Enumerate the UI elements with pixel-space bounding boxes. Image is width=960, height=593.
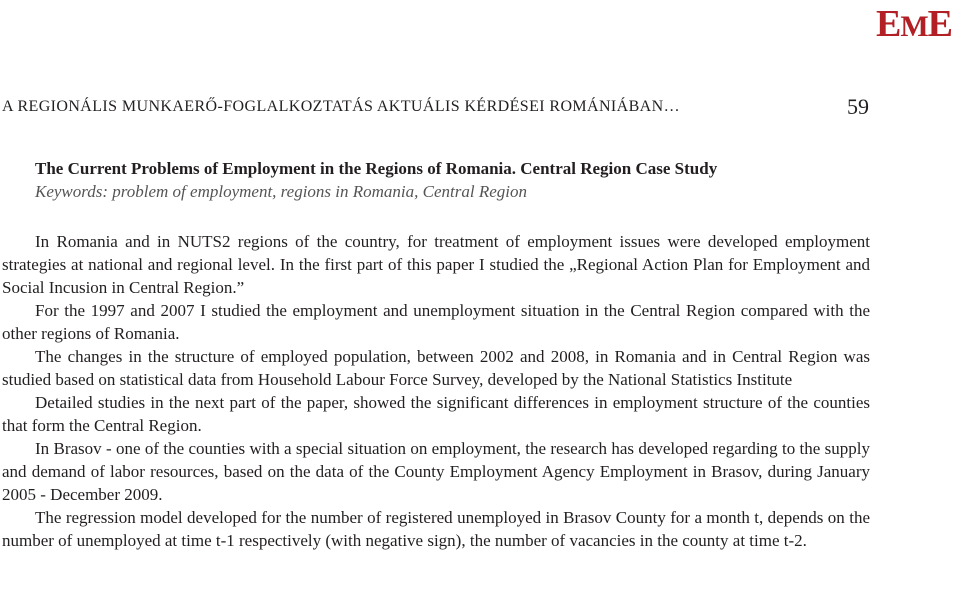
journal-logo: EME <box>875 3 952 45</box>
paragraph: In Romania and in NUTS2 regions of the country, for treatment of employment issues were developed employment strategies at national and regional level. In the first part of this paper I studied the „Regional Action Plan for Employment and Social Incusion in Central Region.” <box>2 232 870 297</box>
paragraph: The changes in the structure of employed population, between 2002 and 2008, in Romania and in Central Region was studied based on statistical data from Household Labour Force Survey, developed by the National Statistics Institute <box>2 347 870 389</box>
abstract-title: The Current Problems of Employment in the Regions of Romania. Central Region Case Study <box>35 159 718 178</box>
abstract-body <box>2 230 870 552</box>
page-number: 59 <box>847 94 869 119</box>
paragraph: In Brasov - one of the counties with a special situation on employment, the research has developed regarding to the supply and demand of labor resources, based on the data of the County Employment Agency Employment in Brasov, during January 2005 - December 2009. <box>2 439 870 504</box>
paragraph: Detailed studies in the next part of the paper, showed the significant differences in employment structure of the counties that form the Central Region. <box>2 393 870 435</box>
paragraph: For the 1997 and 2007 I studied the employment and unemployment situation in the Central Region compared with the other regions of Romania. <box>2 301 870 343</box>
running-head: A REGIONÁLIS MUNKAERŐ-FOGLALKOZTATÁS AKTUÁLIS KÉRDÉSEI ROMÁNIÁBAN… <box>2 98 680 115</box>
keywords-line: Keywords: problem of employment, regions in Romania, Central Region <box>35 182 527 201</box>
paragraph: The regression model developed for the number of registered unemployed in Brasov County for a month t, depends on the number of unemployed at time t-1 respectively (with negative sign), the number of vacancies in the county at time t-2. <box>2 508 870 550</box>
